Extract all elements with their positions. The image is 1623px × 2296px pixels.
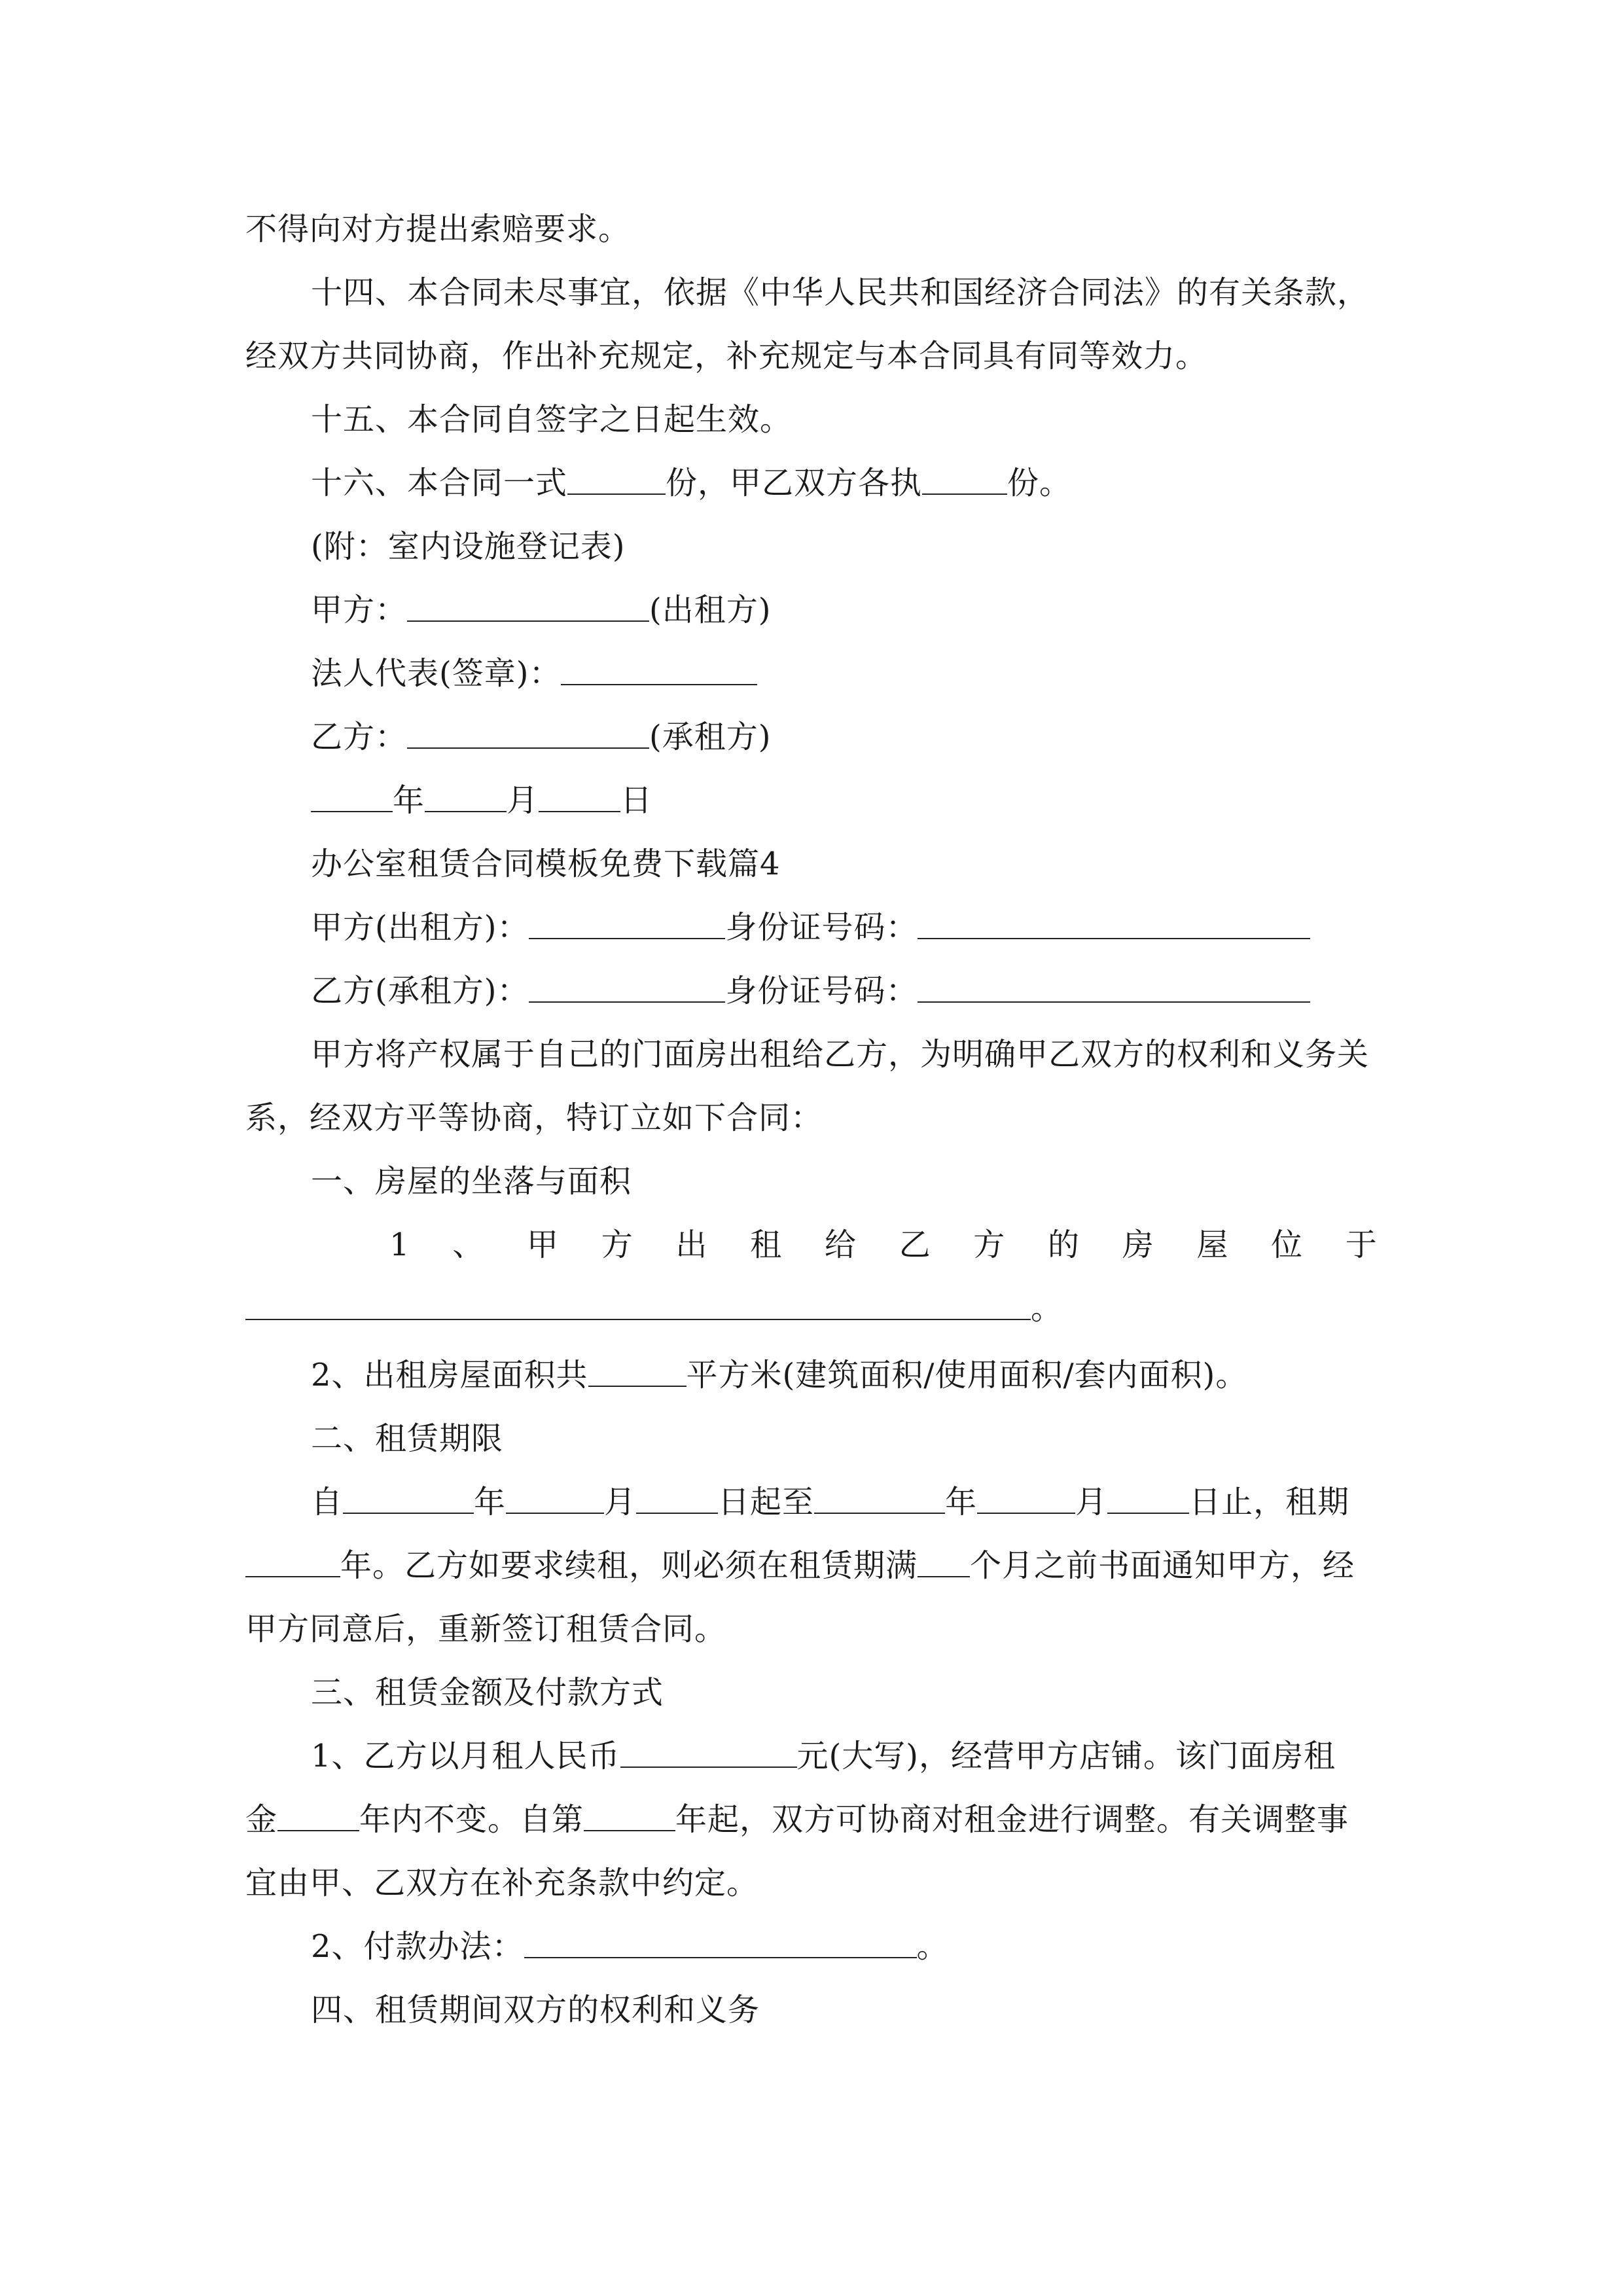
legal-rep-blank[interactable] — [561, 645, 757, 685]
location-blank-line — [245, 1277, 1378, 1340]
end-month-blank[interactable] — [977, 1473, 1075, 1514]
date-line — [311, 769, 1378, 833]
payment-line — [311, 1915, 1378, 1979]
lessor-label: 甲方(出租方)： — [311, 909, 529, 946]
copies-text-c: 份。 — [1007, 465, 1072, 501]
term-text-f: 月 — [1075, 1484, 1108, 1520]
text-line: (附：室内设施登记表) — [311, 528, 626, 565]
legal-rep-label: 法人代表(签章)： — [311, 655, 562, 692]
party-a-label: 甲方： — [311, 592, 408, 628]
location-blank[interactable] — [245, 1280, 1031, 1320]
monthly-rent-blank[interactable] — [620, 1727, 797, 1768]
location-char: 位 — [1271, 1227, 1304, 1263]
rent1-text-b: 元(大写)，经营甲方店铺。该门面房租 — [796, 1738, 1336, 1774]
location-char: 的 — [1048, 1227, 1080, 1263]
payment-text-a: 2、付款办法： — [311, 1928, 524, 1965]
start-day-blank[interactable] — [636, 1473, 718, 1514]
copies-text-b: 份，甲乙双方各执 — [666, 465, 923, 501]
copies-line — [311, 452, 1378, 515]
month-label: 月 — [507, 782, 539, 819]
party-b-role: (承租方) — [649, 719, 772, 755]
month-blank[interactable] — [425, 772, 507, 812]
text-line: 甲方同意后，重新签订租赁合同。 — [245, 1611, 727, 1647]
legal-rep-line — [311, 642, 1378, 706]
location-char: 出 — [675, 1227, 708, 1263]
text-line: 一、房屋的坐落与面积 — [311, 1163, 632, 1200]
rent-line-2 — [245, 1788, 1378, 1852]
end-year-blank[interactable] — [814, 1473, 945, 1514]
location-char: 方 — [601, 1227, 633, 1263]
party-b-line — [311, 706, 1378, 769]
term-line-2 — [245, 1534, 1378, 1598]
notice-months-blank[interactable] — [918, 1537, 970, 1577]
text-line: 三、租赁金额及付款方式 — [311, 1674, 664, 1711]
location-char: 屋 — [1196, 1227, 1229, 1263]
location-char: 、 — [452, 1227, 485, 1263]
start-month-blank[interactable] — [506, 1473, 604, 1514]
text-line: 十五、本合同自签字之日起生效。 — [311, 401, 793, 438]
text-line: 甲方将产权属于自己的门面房出租给乙方，为明确甲乙双方的权利和义务关 — [311, 1036, 1370, 1073]
location-char: 甲 — [526, 1227, 559, 1263]
location-line — [389, 1213, 1378, 1277]
end-day-blank[interactable] — [1107, 1473, 1189, 1514]
location-end: 。 — [1031, 1290, 1063, 1327]
year-blank[interactable] — [311, 772, 393, 812]
lessor-id-label: 身份证号码： — [725, 909, 918, 946]
location-char: 乙 — [899, 1227, 931, 1263]
term-text-b: 年 — [474, 1484, 507, 1520]
term2-text-b: 个月之前书面通知甲方，经 — [970, 1547, 1355, 1584]
copies-total-blank[interactable] — [567, 454, 666, 495]
lessee-name-blank[interactable] — [529, 962, 725, 1003]
text-line: 二、租赁期限 — [311, 1420, 504, 1457]
lessor-id-blank[interactable] — [918, 899, 1310, 939]
copies-text-a: 十六、本合同一式 — [311, 465, 568, 501]
area-text-a: 2、出租房屋面积共 — [311, 1357, 588, 1393]
party-b-label: 乙方： — [311, 719, 408, 755]
text-line: 十四、本合同未尽事宜，依据《中华人民共和国经济合同法》的有关条款， — [311, 274, 1370, 311]
year-label: 年 — [393, 782, 425, 819]
start-year-blank[interactable] — [343, 1473, 474, 1514]
term-text-a: 自 — [311, 1484, 344, 1520]
payment-method-blank[interactable] — [524, 1918, 917, 1958]
text-line: 四、租赁期间双方的权利和义务 — [311, 1992, 760, 2028]
day-label: 日 — [620, 782, 653, 819]
rent1-text-a: 1、乙方以月租人民币 — [311, 1738, 620, 1774]
payment-text-b: 。 — [916, 1928, 949, 1965]
location-char: 方 — [973, 1227, 1006, 1263]
lessor-id-line — [311, 896, 1378, 960]
text-line: 系，经双方平等协商，特订立如下合同： — [245, 1100, 823, 1136]
lessor-name-blank[interactable] — [529, 899, 725, 939]
lessee-id-line — [311, 960, 1378, 1023]
rent2-text-c: 年起，双方可协商对租金进行调整。有关调整事 — [675, 1801, 1349, 1838]
text-line: 经双方共同协商，作出补充规定，补充规定与本合同具有同等效力。 — [245, 338, 1208, 374]
area-text-b: 平方米(建筑面积/使用面积/套内面积)。 — [686, 1357, 1248, 1393]
rent-line-1 — [311, 1725, 1378, 1788]
copies-each-blank[interactable] — [922, 454, 1007, 495]
fixed-years-blank[interactable] — [277, 1791, 359, 1831]
rent2-text-b: 年内不变。自第 — [359, 1801, 584, 1838]
location-char: 房 — [1122, 1227, 1154, 1263]
area-line — [311, 1344, 1378, 1407]
lessee-label: 乙方(承租方)： — [311, 973, 529, 1009]
term-years-blank[interactable] — [245, 1537, 340, 1577]
term-text-d: 日起至 — [718, 1484, 815, 1520]
lessee-id-blank[interactable] — [918, 962, 1310, 1003]
party-a-line — [311, 579, 1378, 642]
party-b-blank[interactable] — [407, 708, 649, 749]
location-char: 租 — [750, 1227, 783, 1263]
location-char: 1 — [389, 1227, 410, 1263]
area-blank[interactable] — [588, 1346, 687, 1387]
location-char: 于 — [1345, 1227, 1378, 1263]
section-title: 办公室租赁合同模板免费下载篇4 — [311, 846, 781, 882]
location-char: 给 — [824, 1227, 857, 1263]
term-text-g: 日止，租期 — [1189, 1484, 1350, 1520]
term-text-e: 年 — [945, 1484, 978, 1520]
party-a-role: (出租方) — [649, 592, 772, 628]
term-text-c: 月 — [604, 1484, 637, 1520]
day-blank[interactable] — [539, 772, 620, 812]
term-line-1 — [311, 1471, 1378, 1534]
party-a-blank[interactable] — [407, 581, 649, 622]
lessee-id-label: 身份证号码： — [725, 973, 918, 1009]
text-line: 不得向对方提出索赔要求。 — [245, 211, 631, 247]
rent2-text-a: 金 — [245, 1801, 278, 1838]
text-line: 宜由甲、乙双方在补充条款中约定。 — [245, 1865, 759, 1901]
term2-text-a: 年。乙方如要求续租，则必须在租赁期满 — [340, 1547, 918, 1584]
adjust-year-blank[interactable] — [584, 1791, 675, 1831]
